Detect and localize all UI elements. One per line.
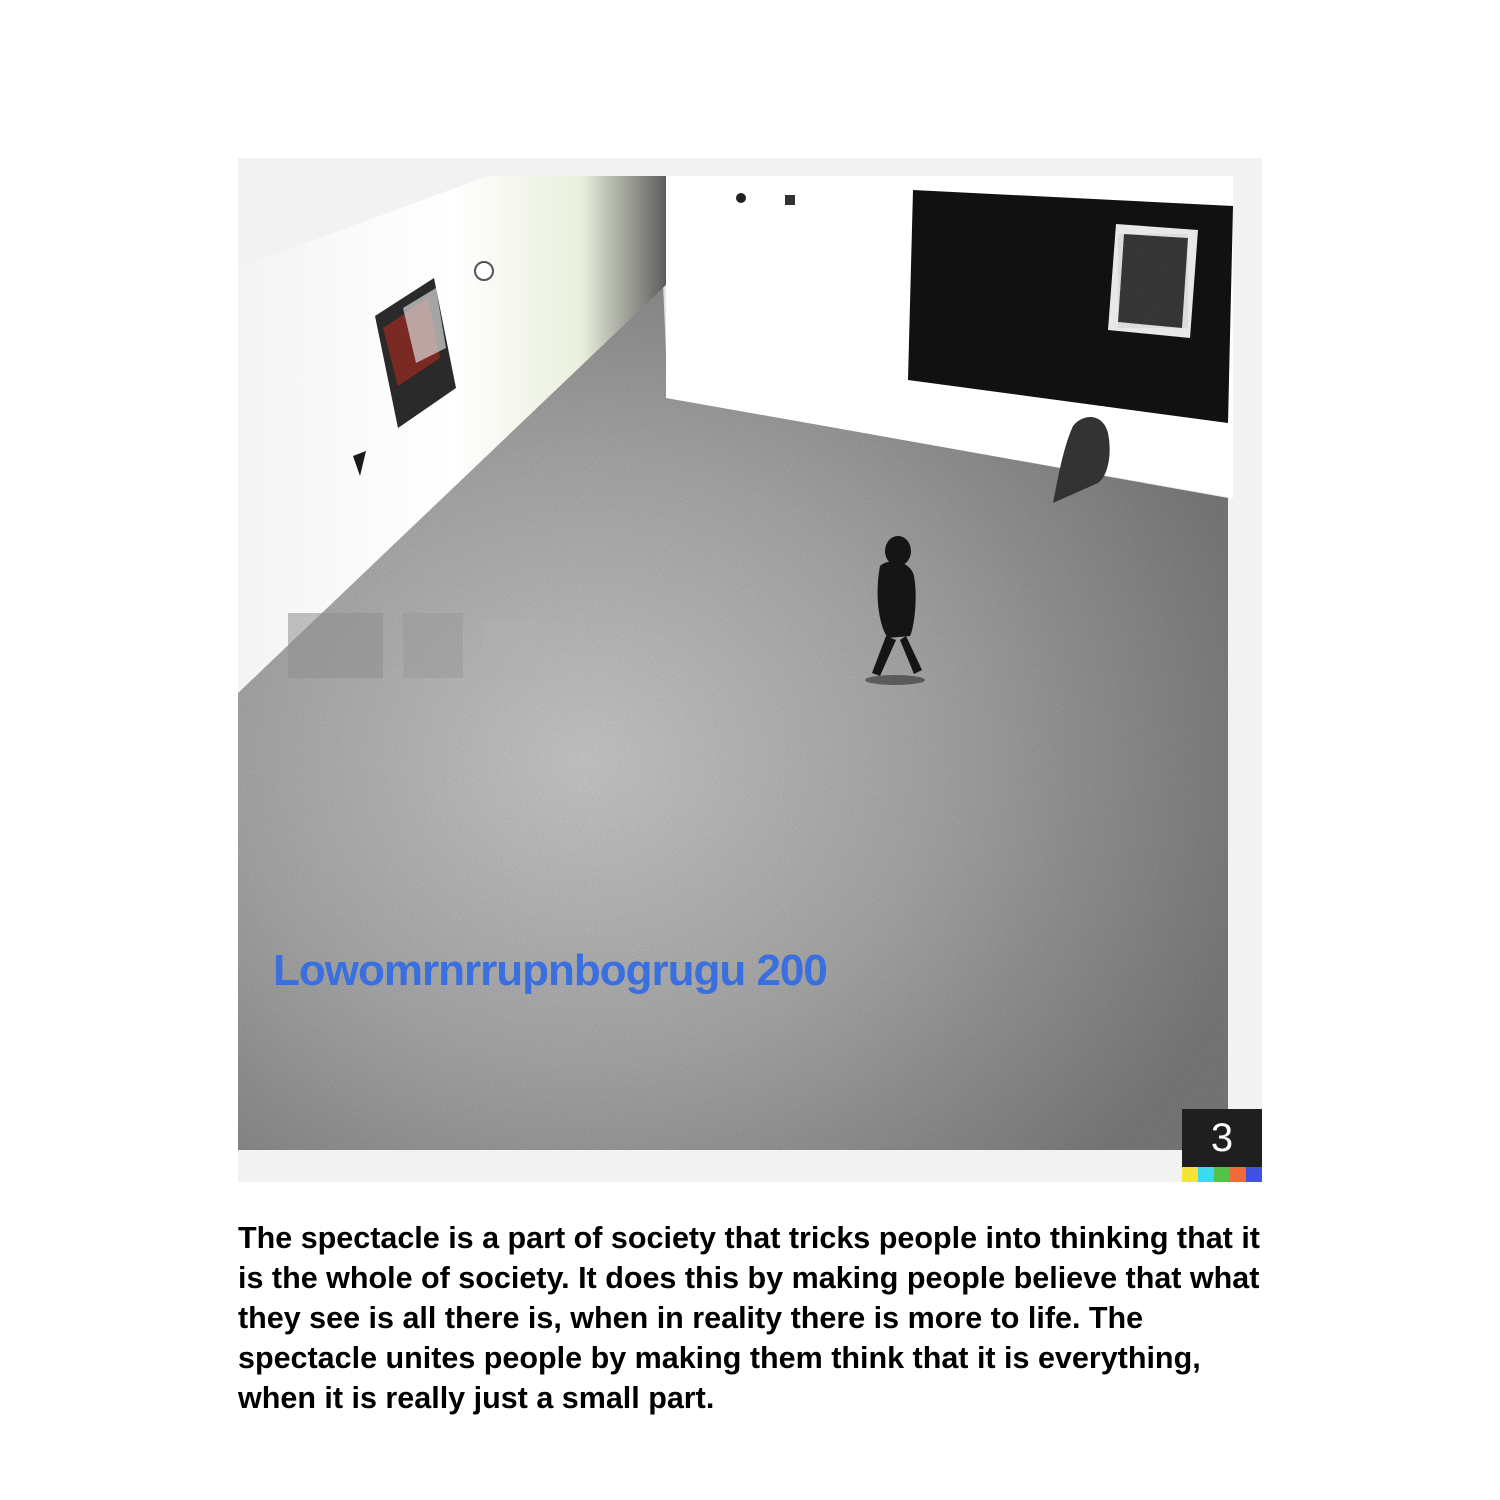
color-swatch — [1182, 1167, 1198, 1182]
page-number: 3 — [1182, 1109, 1262, 1167]
wall-fixture — [785, 195, 795, 205]
color-swatch — [1246, 1167, 1262, 1182]
wall-fixture — [736, 193, 746, 203]
gallery-image — [238, 158, 1262, 1182]
caption-text: The spectacle is a part of society that tricks people into thinking that it is the whole of society. It does this by making people believe that what they see is all there is, when in reality there is more to life. The spectacle unites people by making them think that it is everything, when it is really just a small part. — [238, 1221, 1260, 1415]
floor-text: Lowomrnrrupnbogrugu 200 — [273, 946, 827, 995]
color-swatch — [1198, 1167, 1214, 1182]
color-swatch — [1214, 1167, 1230, 1182]
color-strip — [1182, 1167, 1262, 1182]
gallery-scene — [238, 158, 1262, 1182]
color-swatch — [1230, 1167, 1246, 1182]
page-number-badge — [1182, 1109, 1262, 1182]
framed-print-image — [1118, 234, 1188, 328]
spotlight — [475, 262, 493, 280]
blurred-wall-text — [288, 613, 538, 678]
